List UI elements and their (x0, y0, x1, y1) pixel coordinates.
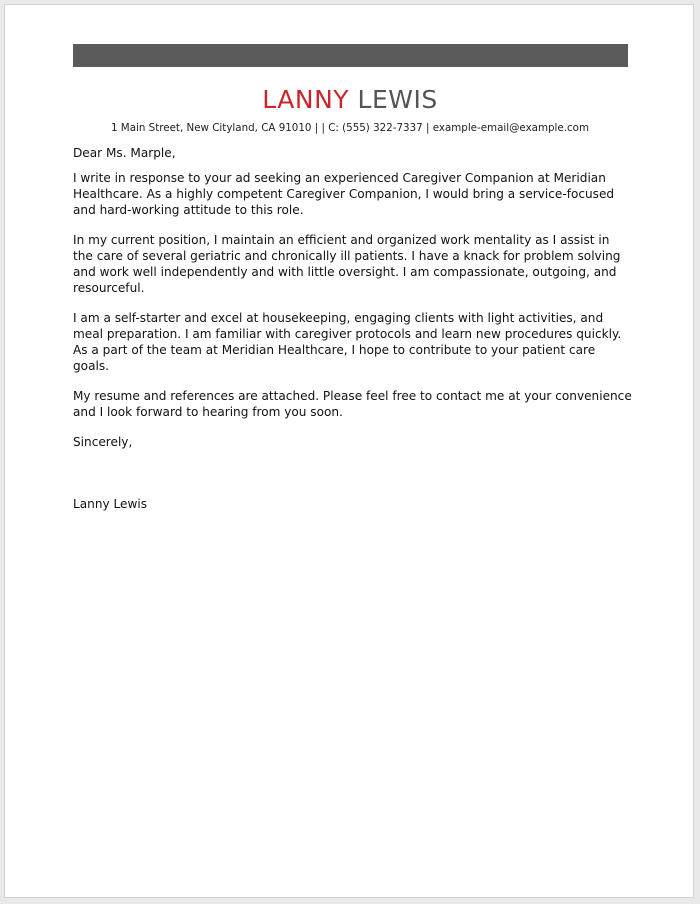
paragraph-2: In my current position, I maintain an efficient and organized work mentality as I assist in the care of several geriatric and chronically ill patients. I have a knack for problem solving and work well independently and with little oversight. I am compassionate, outgoing, and resourceful. (73, 233, 621, 295)
letter-body (73, 145, 633, 512)
paragraph-4: My resume and references are attached. Please feel free to contact me at your convenience and I look forward to hearing from you soon. (73, 389, 632, 419)
first-name: LANNY (262, 85, 350, 114)
paragraph-1: I write in response to your ad seeking an experienced Caregiver Companion at Meridian Healthcare. As a highly competent Caregiver Companion, I would bring a service-focused and hard-working attitude to this role. (73, 171, 615, 217)
applicant-name (5, 85, 695, 115)
salutation: Dear Ms. Marple, (73, 146, 176, 160)
letter-page (4, 4, 694, 898)
last-name: LEWIS (357, 85, 438, 114)
contact-line: 1 Main Street, New Cityland, CA 91010 | | C: (555) 322-7337 | example-email@example.com (110, 122, 590, 134)
signature: Lanny Lewis (73, 497, 147, 511)
closing: Sincerely, (73, 435, 133, 449)
paragraph-3: I am a self-starter and excel at housekeeping, engaging clients with light activities, and meal preparation. I am familiar with caregiver protocols and learn new procedures quickly. As a part of the team at Meridian Healthcare, I hope to contribute to your patient care goals. (73, 311, 622, 373)
header-bar (73, 44, 628, 67)
